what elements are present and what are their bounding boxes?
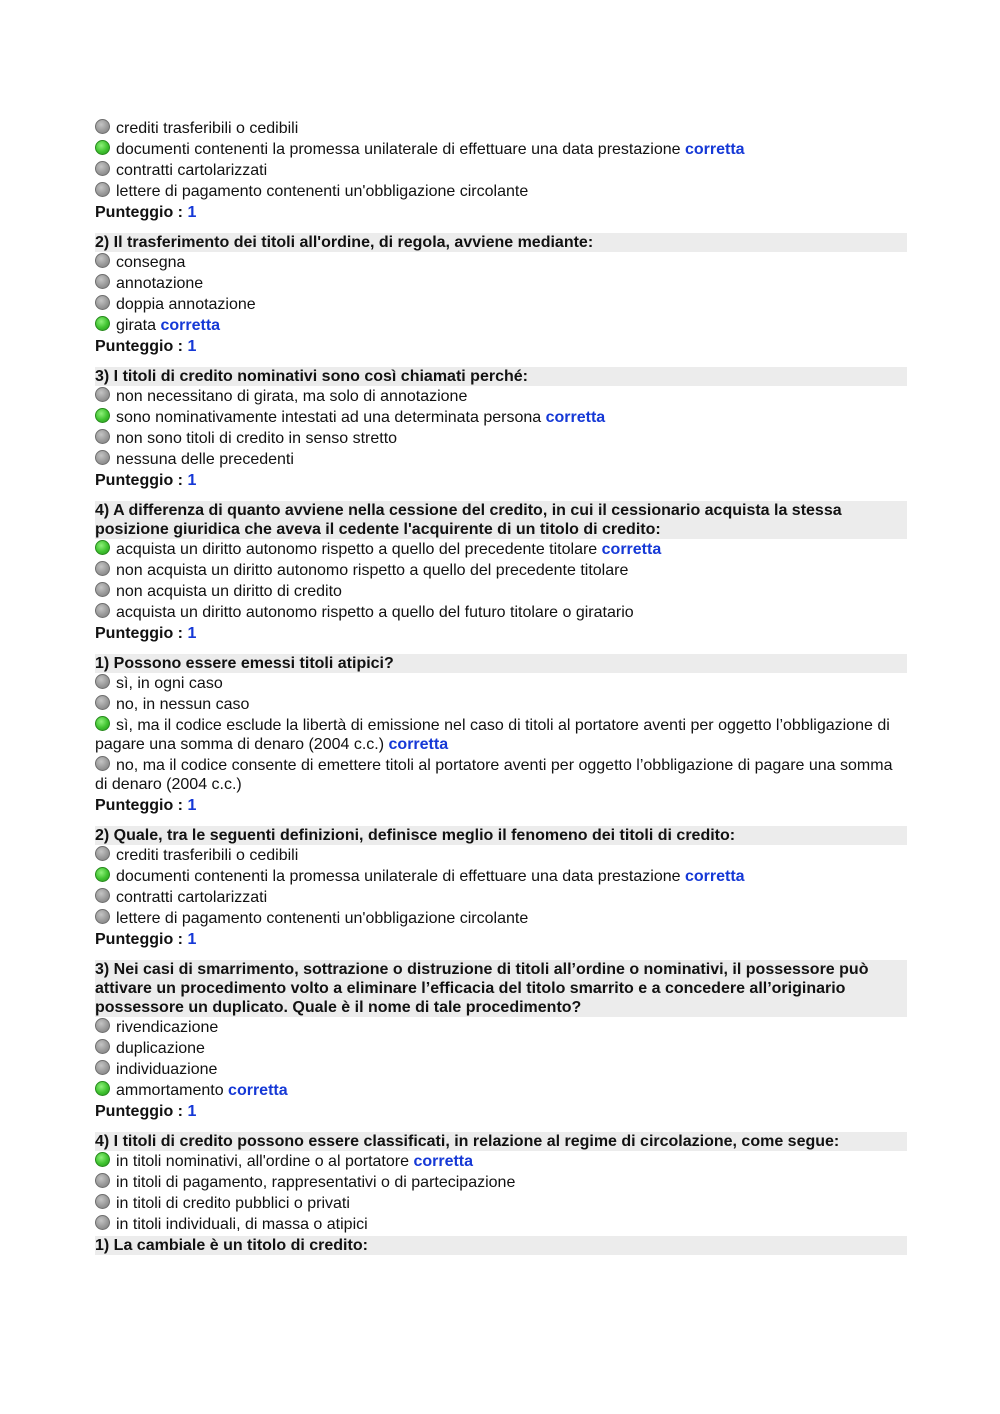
question-text: 4) A differenza di quanto avviene nella cessione del credito, in cui il cessionario acquista la stessa posizione giuridica che aveva il cedente l'acquirente di un titolo di credito: bbox=[95, 501, 907, 539]
score-line bbox=[95, 337, 907, 356]
answer-option[interactable] bbox=[95, 1060, 907, 1079]
question-block bbox=[95, 826, 907, 949]
answer-option[interactable] bbox=[95, 161, 907, 180]
answer-text: nessuna delle precedenti bbox=[116, 451, 294, 468]
question-block bbox=[95, 501, 907, 643]
answer-text: sono nominativamente intestati ad una determinata persona bbox=[116, 409, 542, 426]
score-line bbox=[95, 1102, 907, 1121]
question-text: 1) Possono essere emessi titoli atipici? bbox=[95, 654, 907, 673]
score-line bbox=[95, 203, 907, 222]
answer-option[interactable] bbox=[95, 408, 907, 427]
answer-text: individuazione bbox=[116, 1061, 218, 1078]
answer-text: annotazione bbox=[116, 275, 204, 292]
question-block bbox=[95, 1236, 907, 1255]
answer-option[interactable] bbox=[95, 387, 907, 406]
correct-marker: corretta bbox=[684, 141, 745, 158]
answer-text: non acquista un diritto di credito bbox=[116, 583, 342, 600]
unselected-radio-icon[interactable] bbox=[95, 182, 110, 197]
question-block bbox=[95, 1132, 907, 1234]
question-block bbox=[95, 119, 907, 222]
answer-text: consegna bbox=[116, 254, 186, 271]
quiz-document bbox=[95, 119, 907, 1256]
score-label: Punteggio : bbox=[95, 931, 183, 948]
answer-option[interactable] bbox=[95, 582, 907, 601]
answer-option[interactable] bbox=[95, 1152, 907, 1171]
answer-text: doppia annotazione bbox=[116, 296, 256, 313]
answer-option[interactable] bbox=[95, 561, 907, 580]
correct-marker: corretta bbox=[601, 541, 662, 558]
score-value: 1 bbox=[187, 931, 197, 948]
score-label: Punteggio : bbox=[95, 338, 183, 355]
answer-text: in titoli di pagamento, rappresentativi o di partecipazione bbox=[116, 1174, 516, 1191]
correct-marker: corretta bbox=[388, 736, 449, 753]
unselected-radio-icon[interactable] bbox=[95, 1060, 110, 1075]
score-line bbox=[95, 930, 907, 949]
answer-option[interactable] bbox=[95, 603, 907, 622]
selected-radio-icon[interactable] bbox=[95, 316, 110, 331]
answer-text: in titoli di credito pubblici o privati bbox=[116, 1195, 350, 1212]
selected-radio-icon[interactable] bbox=[95, 716, 110, 731]
answer-text: contratti cartolarizzati bbox=[116, 889, 268, 906]
answer-option[interactable] bbox=[95, 450, 907, 469]
answer-text: contratti cartolarizzati bbox=[116, 162, 268, 179]
question-block bbox=[95, 367, 907, 490]
unselected-radio-icon[interactable] bbox=[95, 1194, 110, 1209]
score-value: 1 bbox=[187, 204, 197, 221]
selected-radio-icon[interactable] bbox=[95, 408, 110, 423]
unselected-radio-icon[interactable] bbox=[95, 387, 110, 402]
answer-text: non acquista un diritto autonomo rispetto a quello del precedente titolare bbox=[116, 562, 629, 579]
question-text: 2) Il trasferimento dei titoli all'ordine, di regola, avviene mediante: bbox=[95, 233, 907, 252]
answer-text: non necessitano di girata, ma solo di annotazione bbox=[116, 388, 468, 405]
answer-option[interactable] bbox=[95, 888, 907, 907]
score-value: 1 bbox=[187, 625, 197, 642]
score-value: 1 bbox=[187, 797, 197, 814]
question-text: 3) Nei casi di smarrimento, sottrazione o distruzione di titoli all’ordine o nominativi, il possessore può attivare un procedimento volto a eliminare l’efficacia del titolo smarrito e a concedere all’originario possessore un duplicato. Quale è il nome di tale procedimento? bbox=[95, 960, 907, 1017]
answer-option[interactable] bbox=[95, 1039, 907, 1058]
score-label: Punteggio : bbox=[95, 472, 183, 489]
answer-option[interactable] bbox=[95, 716, 907, 754]
score-line bbox=[95, 796, 907, 815]
unselected-radio-icon[interactable] bbox=[95, 846, 110, 861]
question-text: 4) I titoli di credito possono essere classificati, in relazione al regime di circolazione, come segue: bbox=[95, 1132, 907, 1151]
answer-option[interactable] bbox=[95, 119, 907, 138]
answer-text: no, ma il codice consente di emettere titoli al portatore aventi per oggetto l’obbligazione di pagare una somma di denaro (2004 c.c.) bbox=[95, 757, 893, 793]
score-line bbox=[95, 624, 907, 643]
answer-text: rivendicazione bbox=[116, 1019, 219, 1036]
unselected-radio-icon[interactable] bbox=[95, 909, 110, 924]
answer-text: duplicazione bbox=[116, 1040, 205, 1057]
unselected-radio-icon[interactable] bbox=[95, 1018, 110, 1033]
answer-option[interactable] bbox=[95, 1194, 907, 1213]
correct-marker: corretta bbox=[413, 1153, 474, 1170]
unselected-radio-icon[interactable] bbox=[95, 674, 110, 689]
answer-text: documenti contenenti la promessa unilaterale di effettuare una data prestazione bbox=[116, 141, 681, 158]
score-label: Punteggio : bbox=[95, 625, 183, 642]
score-value: 1 bbox=[187, 1103, 197, 1120]
answer-option[interactable] bbox=[95, 182, 907, 201]
unselected-radio-icon[interactable] bbox=[95, 450, 110, 465]
answer-text: lettere di pagamento contenenti un'obbligazione circolante bbox=[116, 183, 529, 200]
answer-option[interactable] bbox=[95, 1018, 907, 1037]
answer-option[interactable] bbox=[95, 540, 907, 559]
correct-marker: corretta bbox=[684, 868, 745, 885]
answer-text: girata bbox=[116, 317, 157, 334]
answer-option[interactable] bbox=[95, 429, 907, 448]
answer-option[interactable] bbox=[95, 867, 907, 886]
correct-marker: corretta bbox=[160, 317, 221, 334]
answer-text: crediti trasferibili o cedibili bbox=[116, 120, 299, 137]
answer-option[interactable] bbox=[95, 140, 907, 159]
answer-option[interactable] bbox=[95, 295, 907, 314]
selected-radio-icon[interactable] bbox=[95, 1152, 110, 1167]
unselected-radio-icon[interactable] bbox=[95, 561, 110, 576]
correct-marker: corretta bbox=[545, 409, 606, 426]
answer-option[interactable] bbox=[95, 674, 907, 693]
selected-radio-icon[interactable] bbox=[95, 140, 110, 155]
score-value: 1 bbox=[187, 338, 197, 355]
answer-option[interactable] bbox=[95, 253, 907, 272]
answer-option[interactable] bbox=[95, 846, 907, 865]
question-block bbox=[95, 233, 907, 356]
question-block bbox=[95, 654, 907, 815]
answer-text: acquista un diritto autonomo rispetto a quello del futuro titolare o giratario bbox=[116, 604, 634, 621]
question-block bbox=[95, 960, 907, 1121]
question-text: 1) La cambiale è un titolo di credito: bbox=[95, 1236, 907, 1255]
question-text: 2) Quale, tra le seguenti definizioni, definisce meglio il fenomeno dei titoli di credito: bbox=[95, 826, 907, 845]
unselected-radio-icon[interactable] bbox=[95, 119, 110, 134]
unselected-radio-icon[interactable] bbox=[95, 429, 110, 444]
question-text: 3) I titoli di credito nominativi sono così chiamati perché: bbox=[95, 367, 907, 386]
answer-option[interactable] bbox=[95, 756, 907, 794]
answer-option[interactable] bbox=[95, 316, 907, 335]
answer-text: no, in nessun caso bbox=[116, 696, 250, 713]
unselected-radio-icon[interactable] bbox=[95, 1215, 110, 1230]
selected-radio-icon[interactable] bbox=[95, 867, 110, 882]
answer-text: sì, in ogni caso bbox=[116, 675, 223, 692]
answer-option[interactable] bbox=[95, 695, 907, 714]
answer-text: in titoli nominativi, all'ordine o al portatore bbox=[116, 1153, 409, 1170]
answer-text: lettere di pagamento contenenti un'obbligazione circolante bbox=[116, 910, 529, 927]
answer-option[interactable] bbox=[95, 909, 907, 928]
score-label: Punteggio : bbox=[95, 1103, 183, 1120]
score-label: Punteggio : bbox=[95, 797, 183, 814]
score-value: 1 bbox=[187, 472, 197, 489]
answer-text: non sono titoli di credito in senso stretto bbox=[116, 430, 398, 447]
selected-radio-icon[interactable] bbox=[95, 540, 110, 555]
unselected-radio-icon[interactable] bbox=[95, 295, 110, 310]
unselected-radio-icon[interactable] bbox=[95, 695, 110, 710]
answer-option[interactable] bbox=[95, 1081, 907, 1100]
answer-option[interactable] bbox=[95, 1173, 907, 1192]
unselected-radio-icon[interactable] bbox=[95, 603, 110, 618]
answer-text: sì, ma il codice esclude la libertà di emissione nel caso di titoli al portatore aventi per oggetto l’obbligazione di pagare una somma di denaro (2004 c.c.) bbox=[95, 717, 890, 753]
unselected-radio-icon[interactable] bbox=[95, 161, 110, 176]
answer-text: ammortamento bbox=[116, 1082, 224, 1099]
unselected-radio-icon[interactable] bbox=[95, 274, 110, 289]
unselected-radio-icon[interactable] bbox=[95, 756, 110, 771]
score-label: Punteggio : bbox=[95, 204, 183, 221]
unselected-radio-icon[interactable] bbox=[95, 1173, 110, 1188]
answer-text: crediti trasferibili o cedibili bbox=[116, 847, 299, 864]
answer-option[interactable] bbox=[95, 1215, 907, 1234]
unselected-radio-icon[interactable] bbox=[95, 582, 110, 597]
correct-marker: corretta bbox=[228, 1082, 288, 1099]
answer-text: documenti contenenti la promessa unilaterale di effettuare una data prestazione bbox=[116, 868, 681, 885]
answer-text: acquista un diritto autonomo rispetto a quello del precedente titolare bbox=[116, 541, 598, 558]
score-line bbox=[95, 471, 907, 490]
answer-option[interactable] bbox=[95, 274, 907, 293]
unselected-radio-icon[interactable] bbox=[95, 1039, 110, 1054]
selected-radio-icon[interactable] bbox=[95, 1081, 110, 1096]
unselected-radio-icon[interactable] bbox=[95, 888, 110, 903]
unselected-radio-icon[interactable] bbox=[95, 253, 110, 268]
answer-text: in titoli individuali, di massa o atipici bbox=[116, 1216, 368, 1233]
